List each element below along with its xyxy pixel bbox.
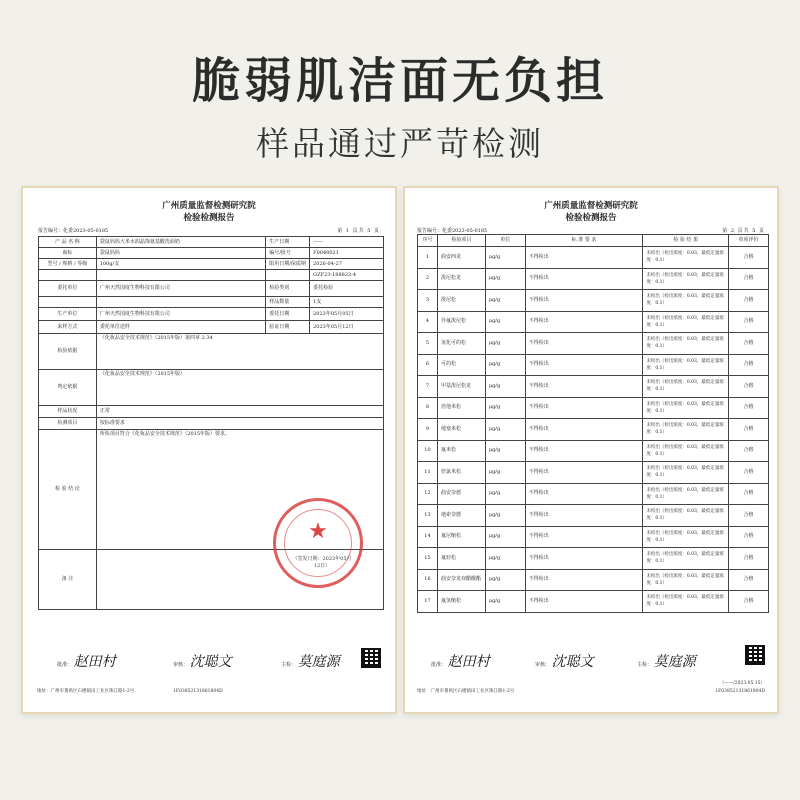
table-row [39, 406, 384, 418]
cell-number: 11 [418, 462, 438, 484]
table-row [39, 370, 384, 406]
cell-standard: 不得检出 [525, 591, 643, 613]
cell-standard: 不得检出 [525, 483, 643, 505]
cell-result: 未检出（检出浓度：0.03，最低定量浓度：0.1） [643, 290, 729, 312]
cell-standard: 不得检出 [525, 333, 643, 355]
cell-result: 未检出（检出浓度：0.03，最低定量浓度：0.1） [643, 419, 729, 441]
cell-evaluation: 合格 [729, 354, 769, 376]
report-page-1 [21, 186, 397, 714]
cell-label: 样品状况 [39, 406, 97, 418]
cell-value: GZF23-188823-4 [310, 270, 384, 281]
cell-unit: μg/g [485, 290, 525, 312]
cell-test-item: 甲基泼尼松龙 [437, 376, 485, 398]
report-date-note: （——/2023.05.15） [719, 681, 765, 686]
report-number: 报告编号：化委2023-05-0185 [38, 228, 109, 234]
cell-value: 委托单位送样 [96, 321, 265, 334]
page-number: 第 1 页共 5 页 [337, 228, 380, 234]
column-header: 检验项目 [437, 235, 485, 247]
cell-number: 4 [418, 311, 438, 333]
cell-value: 所检项目符合《化妆品安全技术规范》（2015年版）要求。 [96, 430, 383, 550]
cell-test-item: 氟氢缩松 [437, 591, 485, 613]
report-code: 1F03852131861804D [173, 689, 223, 694]
cell-test-item: 泼尼松 [437, 290, 485, 312]
cell-result: 未检出（检出浓度：0.03，最低定量浓度：0.1） [643, 247, 729, 269]
approver-name: 赵田村 [447, 654, 490, 670]
column-header: 检 验 结 果 [643, 235, 729, 247]
cell-value: F0048021 [310, 248, 384, 259]
cell-evaluation: 合格 [729, 397, 769, 419]
cell-unit: μg/g [485, 311, 525, 333]
cell-evaluation: 合格 [729, 290, 769, 312]
table-row [39, 321, 384, 334]
cell-test-item: 曲安奈德 [437, 483, 485, 505]
table-row [39, 308, 384, 321]
cell-evaluation: 合格 [729, 505, 769, 527]
table-row [418, 354, 769, 376]
cell-number: 14 [418, 526, 438, 548]
table-row [418, 505, 769, 527]
cell-value: 1支 [310, 297, 384, 308]
report-header [23, 200, 395, 224]
inspector-label: 主检： [637, 662, 653, 668]
cell-label [39, 297, 97, 308]
cell-value: 100g/支 [96, 259, 265, 270]
cell-unit: μg/g [485, 247, 525, 269]
official-seal [273, 498, 363, 588]
cell-value [96, 297, 265, 308]
cell-value: 正常 [96, 406, 383, 418]
table-row [39, 297, 384, 308]
cell-standard: 不得检出 [525, 397, 643, 419]
cell-unit: μg/g [485, 333, 525, 355]
cell-number: 8 [418, 397, 438, 419]
cell-number: 15 [418, 548, 438, 570]
cell-test-item: 曲安西龙 [437, 247, 485, 269]
table-row [418, 397, 769, 419]
cell-unit: μg/g [485, 440, 525, 462]
table-header-row [418, 235, 769, 247]
approver-signature [57, 651, 116, 671]
cell-test-item: 地塞米松 [437, 419, 485, 441]
table-row [39, 248, 384, 259]
cell-value: 《化妆品安全技术规范》（2015年版）第四章 2.34 [96, 334, 383, 370]
page-number: 第 2 页共 5 页 [722, 228, 765, 234]
cell-result: 未检出（检出浓度：0.03，最低定量浓度：0.1） [643, 483, 729, 505]
cell-label: 检 验 结 论 [39, 430, 97, 550]
inspector-signature [637, 651, 696, 671]
reviewer-label: 审核： [173, 662, 189, 668]
seal-date: （签发日期：2023年05月12日） [292, 556, 352, 569]
cell-test-item: 倍氯米松 [437, 462, 485, 484]
cell-number: 3 [418, 290, 438, 312]
table-row [39, 334, 384, 370]
cell-label: 备 注 [39, 550, 97, 610]
approver-label: 批准： [431, 662, 447, 668]
reviewer-label: 审核： [535, 662, 551, 668]
cell-label: 商标 [39, 248, 97, 259]
cell-evaluation: 合格 [729, 311, 769, 333]
table-row [418, 419, 769, 441]
approver-name: 赵田村 [73, 654, 116, 670]
cell-unit: μg/g [485, 505, 525, 527]
cell-value: 2023年05月05日 [310, 308, 384, 321]
table-row [418, 376, 769, 398]
cell-standard: 不得检出 [525, 354, 643, 376]
table-row [418, 333, 769, 355]
cell-label: 委托日期 [266, 308, 310, 321]
cell-result: 未检出（检出浓度：0.03，最低定量浓度：0.1） [643, 333, 729, 355]
cell-standard: 不得检出 [525, 311, 643, 333]
cell-test-item: 泼尼松龙 [437, 268, 485, 290]
reviewer-name: 沈聪文 [189, 654, 232, 670]
cell-number: 13 [418, 505, 438, 527]
table-row [418, 483, 769, 505]
cell-result: 未检出（检出浓度：0.03，最低定量浓度：0.1） [643, 397, 729, 419]
cell-unit: μg/g [485, 419, 525, 441]
cell-label: 生产日期 [266, 237, 310, 248]
cell-standard: 不得检出 [525, 419, 643, 441]
cell-standard: 不得检出 [525, 440, 643, 462]
cell-label: 产 品 名 称 [39, 237, 97, 248]
test-results-table [417, 234, 769, 613]
cell-evaluation: 合格 [729, 569, 769, 591]
cell-unit: μg/g [485, 591, 525, 613]
cell-label: 生产单位 [39, 308, 97, 321]
org-name: 广州质量监督检测研究院 [162, 201, 256, 211]
cell-standard: 不得检出 [525, 290, 643, 312]
cell-label: 编号/批号 [266, 248, 310, 259]
cell-evaluation: 合格 [729, 419, 769, 441]
table-row [418, 440, 769, 462]
cell-result: 未检出（检出浓度：0.03，最低定量浓度：0.1） [643, 548, 729, 570]
cell-evaluation: 合格 [729, 548, 769, 570]
cell-test-item: 氟米松 [437, 440, 485, 462]
cell-value [96, 270, 265, 281]
cell-value: 按标准要求 [96, 418, 383, 430]
org-name: 广州质量监督检测研究院 [544, 201, 638, 211]
reviewer-name: 沈聪文 [551, 654, 594, 670]
cell-value: 2026-04-27 [310, 259, 384, 270]
column-header: 标 准 要 求 [525, 235, 643, 247]
headline: 脆弱肌洁面无负担 [191, 53, 608, 109]
cell-unit: μg/g [485, 397, 525, 419]
cell-evaluation: 合格 [729, 440, 769, 462]
cell-test-item: 地索奈德 [437, 505, 485, 527]
cell-evaluation: 合格 [729, 483, 769, 505]
table-row [39, 259, 384, 270]
table-row [418, 290, 769, 312]
cell-test-item: 倍他米松 [437, 397, 485, 419]
inspector-signature [281, 651, 340, 671]
cell-unit: μg/g [485, 462, 525, 484]
cell-value: 委托检验 [310, 281, 384, 297]
cell-unit: μg/g [485, 526, 525, 548]
cell-number: 2 [418, 268, 438, 290]
cell-label: 判定依据 [39, 370, 97, 406]
table-row [418, 311, 769, 333]
cell-unit: μg/g [485, 483, 525, 505]
star-icon: ★ [308, 519, 328, 544]
cell-test-item: 可的松 [437, 354, 485, 376]
cell-unit: μg/g [485, 268, 525, 290]
inspector-name: 莫庭源 [653, 654, 696, 670]
cell-result: 未检出（检出浓度：0.03，最低定量浓度：0.1） [643, 376, 729, 398]
cell-test-item: 异氟泼尼松 [437, 311, 485, 333]
cell-standard: 不得检出 [525, 268, 643, 290]
cell-label: 样品数量 [266, 297, 310, 308]
cell-number: 12 [418, 483, 438, 505]
reviewer-signature [173, 651, 232, 671]
table-row [39, 281, 384, 297]
qr-code-icon [361, 648, 381, 668]
approver-signature [431, 651, 490, 671]
report-title: 检验检测报告 [183, 213, 235, 223]
table-row [418, 462, 769, 484]
cell-label: 检验类别 [266, 281, 310, 297]
cell-result: 未检出（检出浓度：0.03，最低定量浓度：0.1） [643, 462, 729, 484]
table-row [39, 270, 384, 281]
lab-address: 地址：广州市番禺区石楼镇田工业区珠江路1-2号 [37, 689, 135, 694]
cell-value: 2023年05月12日 [310, 321, 384, 334]
cell-evaluation: 合格 [729, 333, 769, 355]
cell-evaluation: 合格 [729, 247, 769, 269]
cell-label: 验证日期 [266, 321, 310, 334]
cell-unit: μg/g [485, 548, 525, 570]
table-row [418, 548, 769, 570]
cell-standard: 不得检出 [525, 526, 643, 548]
cell-label [39, 270, 97, 281]
cell-unit: μg/g [485, 376, 525, 398]
table-row [418, 268, 769, 290]
cell-test-item: 氢化可的松 [437, 333, 485, 355]
cell-label: 检验依据 [39, 334, 97, 370]
cell-value: 袋鼠妈妈大米水润晶饰氨基酸洗面奶 [96, 237, 265, 248]
cell-number: 7 [418, 376, 438, 398]
table-row [418, 247, 769, 269]
cell-unit: μg/g [485, 354, 525, 376]
cell-test-item: 氟尼缩松 [437, 526, 485, 548]
cell-evaluation: 合格 [729, 376, 769, 398]
cell-number: 9 [418, 419, 438, 441]
cell-label: 限用日期/保质期 [266, 259, 310, 270]
cell-value: 《化妆品安全技术规范》（2015年版） [96, 370, 383, 406]
column-header: 单位 [485, 235, 525, 247]
subline: 样品通过严苛检测 [256, 124, 544, 163]
cell-label: 型号 / 规格 / 等级 [39, 259, 97, 270]
table-row [39, 237, 384, 248]
cell-number: 6 [418, 354, 438, 376]
reviewer-signature [535, 651, 594, 671]
report-header [405, 200, 777, 224]
cell-value: 袋鼠妈妈 [96, 248, 265, 259]
lab-address: 地址：广州市番禺区石楼镇田工业区珠江路1-2号 [417, 689, 515, 694]
cell-label: 委托单位 [39, 281, 97, 297]
cell-value: 广州天然国度生物科技有限公司 [96, 308, 265, 321]
report-page-2 [403, 186, 779, 714]
cell-result: 未检出（检出浓度：0.03，最低定量浓度：0.1） [643, 440, 729, 462]
cell-number: 1 [418, 247, 438, 269]
cell-value: —— [310, 237, 384, 248]
table-row [39, 418, 384, 430]
inspector-name: 莫庭源 [297, 654, 340, 670]
cell-number: 17 [418, 591, 438, 613]
cell-label: 检测项目 [39, 418, 97, 430]
approver-label: 批准： [57, 662, 73, 668]
cell-test-item: 氟轻松 [437, 548, 485, 570]
cell-result: 未检出（检出浓度：0.03，最低定量浓度：0.1） [643, 268, 729, 290]
cell-result: 未检出（检出浓度：0.03，最低定量浓度：0.1） [643, 526, 729, 548]
column-header: 单项评价 [729, 235, 769, 247]
cell-label: 来样方式 [39, 321, 97, 334]
cell-standard: 不得检出 [525, 505, 643, 527]
inspector-label: 主检： [281, 662, 297, 668]
cell-value: 广州天然国度生物科技有限公司 [96, 281, 265, 297]
cell-result: 未检出（检出浓度：0.03，最低定量浓度：0.1） [643, 354, 729, 376]
table-row [418, 569, 769, 591]
report-code: 1F03852131861804D [715, 689, 765, 694]
cell-test-item: 曲安奈龙双醋酸酯 [437, 569, 485, 591]
column-header: 序号 [418, 235, 438, 247]
table-row [418, 526, 769, 548]
cell-standard: 不得检出 [525, 247, 643, 269]
cell-evaluation: 合格 [729, 591, 769, 613]
report-number: 报告编号：化委2023-05-0185 [417, 228, 488, 234]
qr-code-icon [745, 645, 765, 665]
cell-number: 10 [418, 440, 438, 462]
result-rows [418, 247, 769, 613]
cell-standard: 不得检出 [525, 548, 643, 570]
cell-evaluation: 合格 [729, 462, 769, 484]
cell-number: 16 [418, 569, 438, 591]
cell-number: 5 [418, 333, 438, 355]
cell-label [266, 270, 310, 281]
cell-result: 未检出（检出浓度：0.03，最低定量浓度：0.1） [643, 591, 729, 613]
cell-result: 未检出（检出浓度：0.03，最低定量浓度：0.1） [643, 569, 729, 591]
cell-result: 未检出（检出浓度：0.03，最低定量浓度：0.1） [643, 505, 729, 527]
cell-standard: 不得检出 [525, 462, 643, 484]
cell-standard: 不得检出 [525, 376, 643, 398]
cell-evaluation: 合格 [729, 526, 769, 548]
cell-standard: 不得检出 [525, 569, 643, 591]
table-row [418, 591, 769, 613]
cell-unit: μg/g [485, 569, 525, 591]
cell-result: 未检出（检出浓度：0.03，最低定量浓度：0.1） [643, 311, 729, 333]
report-title: 检验检测报告 [565, 213, 617, 223]
cell-evaluation: 合格 [729, 268, 769, 290]
